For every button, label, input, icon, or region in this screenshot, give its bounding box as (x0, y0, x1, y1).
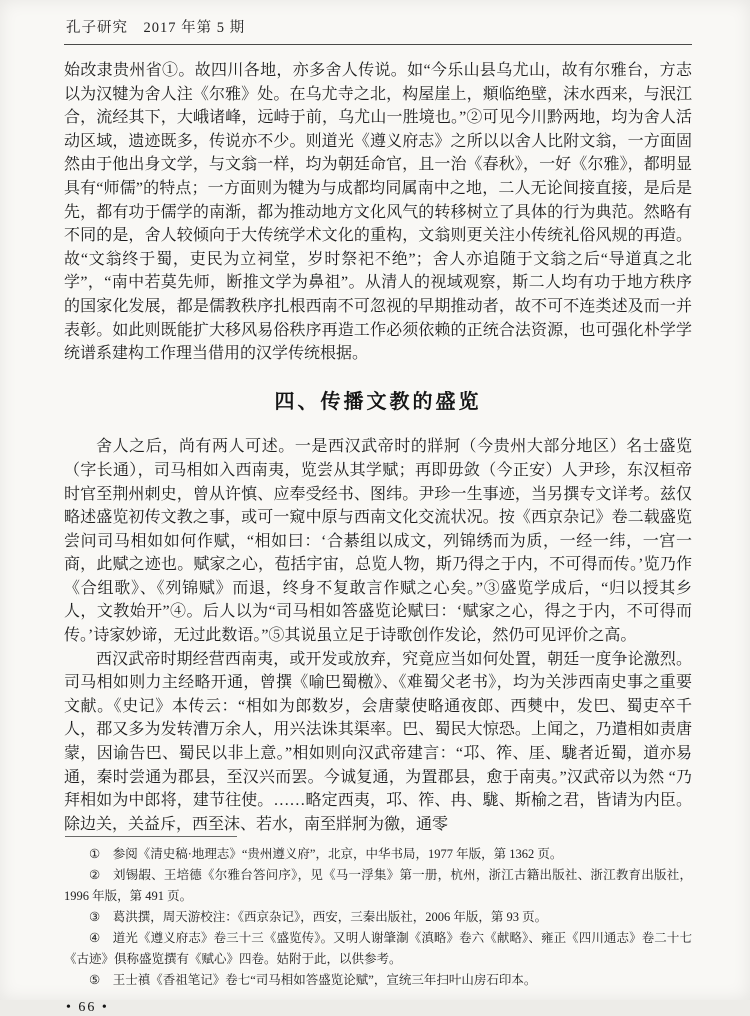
footnote-item (64, 865, 692, 907)
body-paragraph: 舍人之后，尚有两人可述。一是西汉武帝时的牂牁（今贵州大部分地区）名士盛览（字长通），司马相如入西南夷，览尝从其学赋；再即毋敛（今正安）人尹珍，东汉桓帝时官至荆州刺史，曾从许慎、应奉受经书、图纬。尹珍一生事迹，当另撰专文详考。兹仅略述盛览初传文教之事，或可一窥中原与西南文化交流状况。按《西京杂记》卷二载盛览尝问司马相如如何作赋，“相如曰：‘合綦组以成文，列锦绣而为质，一经一纬，一宫一商，此赋之迹也。赋家之心，苞括宇宙，总览人物，斯乃得之于内，不可得而传。’览乃作《合组歌》、《列锦赋》而退，终身不复敢言作赋之心矣。”③盛览学成后，“归以授其乡人，文教始开”④。后人以为“司马相如答盛览论赋曰：‘赋家之心，得之于内，不可得而传。’诗家妙谛，无过此数语。”⑤其说虽立足于诗歌创作发论，然仍可见评价之高。 (64, 438, 692, 645)
article-body (64, 59, 692, 836)
footnote-text: 道光《遵义府志》卷三十三《盛览传》。又明人谢肇淛《滇略》卷六《献略》、雍正《四川通志》卷二十七《古迹》俱称盛览撰有《赋心》四卷。姑附于此，以供参考。 (64, 931, 692, 967)
page-number: • 66 • (66, 1000, 109, 1016)
body-paragraph: 西汉武帝时期经营西南夷，或开发或放弃，究竟应当如何处置，朝廷一度争论激烈。司马相如则力主经略开通，曾撰《喻巴蜀檄》、《难蜀父老书》，均为关涉西南史事之重要文献。《史记》本传云：“相如为郎数岁，会唐蒙使略通夜郎、西僰中，发巴、蜀吏卒千人，郡又多为发转漕万余人，用兴法诛其渠率。巴、蜀民大惊恐。上闻之，乃遣相如责唐蒙，因谕告巴、蜀民以非上意。”相如则向汉武帝建言：“邛、筰、厓、駹者近蜀，道亦易通，秦时尝通为郡县，至汉兴而罢。今诚复通，为置郡县，愈于南夷。”汉武帝以为然 “乃拜相如为中郎将，建节往使。……略定西夷，邛、筰、冉、駹、斯榆之君，皆请为内臣。除边关，关益斥，西至沫、若水，南至牂牁为徼，通零 (64, 650, 692, 833)
body-paragraph-continuation: 始改隶贵州省①。故四川各地，亦多舍人传说。如“今乐山县乌尤山，故有尔雅台，方志以为汉犍为舍人注《尔雅》处。在乌尤寺之北，构屋崖上，頫临绝壁，沫水西来，与泯江合，流经其下，大峨诸峰，远峙于前，乌尤山一胜境也。”②可见今川黔两地，均为舍人活动区域，遗迹既多，传说亦不少。则道光《遵义府志》之所以以舍人比附文翁，一方面固然由于他出身文学，与文翁一样，均为朝廷命官，且一治《春秋》，一好《尔雅》，都明显具有“师儒”的特点；一方面则为犍为与成都均同属南中之地，二人无论间接直接，是后是先，都有功于儒学的南渐，都为推动地方文化风气的转移树立了具体的行为典范。然略有不同的是，舍人较倾向于大传统学术文化的重构，文翁则更关注小传统礼俗风规的再造。故“文翁终于蜀，吏民为立祠堂，岁时祭祀不绝”；舍人亦追随于文翁之后“导道真之北学”，“南中若莫先师，断推文学为鼻祖”。从清人的视域观察，斯二人均有功于地方秩序的国家化发展，都是儒教秩序扎根西南不可忽视的早期推动者，故不可不连类述及而一并表彰。如此则既能扩大移风易俗秩序再造工作必须依赖的正统合法资源，也可强化朴学学统谱系建构工作理当借用的汉学传统根据。 (64, 62, 692, 363)
footnote-marker: ③ (89, 910, 101, 925)
footnote-item (64, 928, 692, 970)
footnote-marker: ② (89, 868, 101, 883)
section-heading: 四、传播文教的盛览 (274, 390, 482, 413)
header-rule (64, 44, 692, 45)
footnote-item (64, 844, 692, 865)
footnote-section (64, 836, 692, 991)
journal-header: 孔子研究 2017 年第 5 期 (66, 20, 246, 36)
footnote-divider (65, 836, 237, 837)
footnote-text: 王士禛《香祖笔记》卷七“司马相如答盛览论赋”，宣统三年扫叶山房石印本。 (112, 973, 537, 988)
footnote-text: 参阅《清史稿·地理志》“贵州遵义府”，北京，中华书局，1977 年版，第 1362 页。 (112, 847, 563, 862)
footnote-item (64, 907, 692, 928)
footnote-item (64, 970, 692, 991)
footnote-text: 葛洪撰，周天游校注：《西京杂记》，西安，三秦出版社，2006 年版，第 93 页。 (112, 910, 548, 925)
footnote-marker: ① (89, 847, 101, 862)
footnote-marker: ⑤ (89, 973, 101, 988)
footnote-text: 刘锡嘏、王培德《尔雅台答问序》，见《马一浮集》第一册，杭州，浙江古籍出版社、浙江教育出版社，1996 年版，第 491 页。 (64, 868, 692, 904)
footnote-marker: ④ (89, 931, 101, 946)
